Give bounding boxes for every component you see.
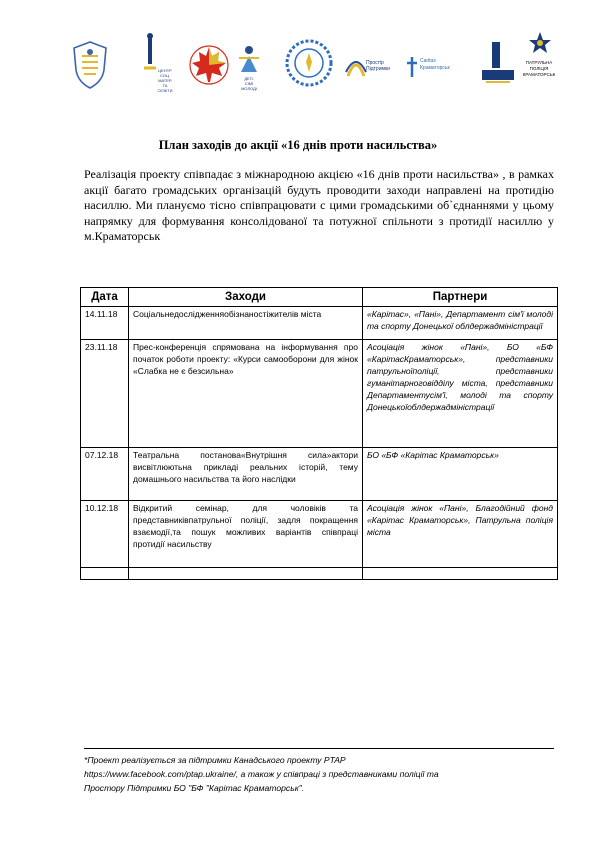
cell-date: 14.11.18 [81, 307, 129, 340]
hands-icon [478, 38, 518, 90]
cell-partners: «Карітас», «Пані», Департамент сім'ї молоді та спорту Донецької облдержадміністрації [363, 307, 558, 340]
logo-text: ПАТРУЛЬНА ПОЛІЦІЯ КРАМАТОРСЬК [522, 60, 556, 77]
table-row [81, 501, 558, 568]
table-row [81, 307, 558, 340]
cell-partners: БО «БФ «Карітас Краматорськ» [363, 448, 558, 501]
table-row [81, 340, 558, 448]
table-row-empty [81, 568, 558, 580]
header-partners: Партнери [363, 288, 558, 307]
table-header-row [81, 288, 558, 307]
footnote-line-2[interactable]: https://www.facebook.com/ptap.ukraine/, а також у співпраці з представниками поліції та [84, 769, 439, 779]
cell-partners: Асоціація жінок «Пані», БО «БФ «КарітасКраматорськ», представники патрульноїполіції, представники гуманітарноговідділу міста, представники Департаментусім'ї, молоді та спорту Донецькоїоблдержадміністрації [363, 340, 558, 448]
page-title: План заходів до акції «16 днів проти насильства» [158, 138, 438, 152]
logo-text: ДЕП. СІМЇ МОЛОДІ [241, 76, 257, 91]
cell-date: 07.12.18 [81, 448, 129, 501]
cell-event: Театральна постанова«Внутрішня сила»актори висвітлюютьна прикладі реальних історій, тему домашнього насильства та його наслідки [129, 448, 363, 501]
intro-paragraph: Реалізація проекту співпадає з міжнародною акцією «16 днів проти насильства» , в рамках акції багато громадських організацій будуть проводити заходи направлені на протидію насиллю. Ми плануємо тісно співпрацювати с цими громадськими об`єднаннями у цьому напрямку для формування консолідованої та потужної спільноти з протидії насиллю у м.Краматорськ [84, 167, 554, 243]
partner-logos-strip [70, 30, 560, 110]
events-table [80, 287, 558, 580]
cell-event: Соціальнедослідженняобізнаностіжителів міста [129, 307, 363, 340]
table-row [81, 448, 558, 501]
footnote-divider [84, 748, 554, 749]
figure-icon [142, 32, 158, 72]
wave-icon [344, 52, 368, 80]
cell-event: Відкритий семінар, для чоловіків та представниківпатрульної поліції, задля покращення взаємодії,та пошук можливих варіантів співпраці протидії насильству [129, 501, 363, 568]
cell-empty [81, 568, 129, 580]
police-star-icon [528, 30, 552, 58]
footnote-line-1: *Проект реалізується за підтримки Канадського проекту PTAP [84, 755, 346, 765]
logo-text: Простір Підтримки [366, 60, 390, 72]
cell-empty [129, 568, 363, 580]
shield-icon [72, 40, 108, 90]
cell-event: Прес-конференція спрямована на інформування про початок роботи проекту: «Курси самооборони для жінок «Слабка не є безсильна» [129, 340, 363, 448]
footnote [84, 753, 564, 795]
circle-emblem-icon [284, 38, 334, 88]
cell-date: 10.12.18 [81, 501, 129, 568]
logo-text: Caritas Краматорськ [420, 58, 450, 71]
header-date: Дата [81, 288, 129, 307]
footnote-line-3: Простору Підтримки БО "БФ "Карітас Краматорськ". [84, 783, 305, 793]
cell-date: 23.11.18 [81, 340, 129, 448]
child-icon [236, 44, 262, 74]
cell-empty [363, 568, 558, 580]
cell-partners: Асоціація жінок «Пані», Благодійний фонд «Карітас Краматорськ», Патрульна поліція міста [363, 501, 558, 568]
maple-leaf-icon [188, 44, 230, 86]
caritas-icon [406, 56, 418, 78]
header-event: Заходи [129, 288, 363, 307]
logo-text: ЦЕНТР СОЦ. МАТЕР. ТА ОСВІТИ [157, 68, 173, 93]
